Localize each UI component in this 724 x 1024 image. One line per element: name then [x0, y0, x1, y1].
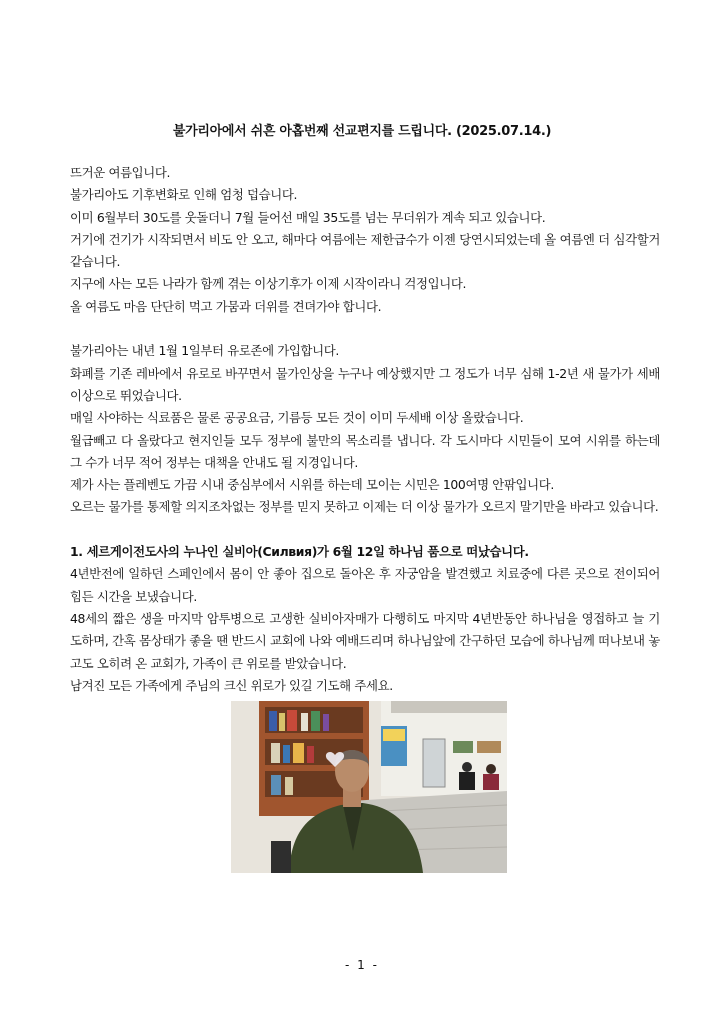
paragraph-spacer: [70, 318, 660, 340]
paragraph: 이미 6월부터 30도를 웃돌더니 7월 들어선 매일 35도를 넘는 무더위가 계속 되고 있습니다.: [70, 209, 546, 225]
letter-title: 불가리아에서 쉬흔 아홉번째 선교편지를 드립니다. (2025.07.14.): [172, 124, 552, 139]
paragraph: 매일 사야하는 식료품은 물론 공공요금, 기름등 모든 것이 이미 두세배 이상 올랐습니다.: [70, 410, 524, 426]
paragraph: 오르는 물가를 통제할 의지조차없는 정부를 믿지 못하고 이제는 더 이상 물가가 오르지 말기만을 바라고 있습니다.: [70, 499, 659, 515]
paragraph: 48세의 짧은 생을 마지막 암투병으로 고생한 실비아자매가 다행히도 마지막 4년반동안 하나님을 영접하고 늘 기도하며, 간혹 몸상태가 좋을 땐 반드시 교회에 나와 예배드리며 하나님앞에 간구하던 모습에 하나님께 떠나보내 놓고도 오히려 온 교회가, 가족이 큰 위로를 받았습니다.: [70, 610, 660, 671]
paragraph: 남겨진 모든 가족에게 주님의 크신 위로가 있길 기도해 주세요.: [70, 677, 393, 693]
paragraph: 지구에 사는 모든 나라가 함께 겪는 이상기후가 이제 시작이라니 걱정입니다.: [70, 276, 467, 292]
letter-body: [70, 162, 660, 697]
paragraph: 올 여름도 마음 단단히 먹고 가뭄과 더위를 견뎌가야 합니다.: [70, 298, 382, 314]
memorial-photo: [231, 701, 507, 873]
paragraph: 뜨거운 여름입니다.: [70, 165, 171, 180]
page-number: - 1 -: [345, 958, 379, 972]
paragraph: 거기에 건기가 시작되면서 비도 안 오고, 해마다 여름에는 제한급수가 이젠 당연시되었는데 올 여름엔 더 심각할거 같습니다.: [70, 231, 660, 270]
paragraph: 불가리아는 내년 1월 1일부터 유로존에 가입합니다.: [70, 343, 339, 359]
paragraph: 제가 사는 플레벤도 가끔 시내 중심부에서 시위를 하는데 모이는 시민은 100여명 안팎입니다.: [70, 477, 554, 493]
paragraph-spacer: [70, 519, 660, 541]
paragraph: 불가리아도 기후변화로 인해 엄청 덥습니다.: [70, 187, 298, 203]
section-heading: 1. 세르게이전도사의 누나인 실비아(Силвия)가 6월 12일 하나님 품으로 떠났습니다.: [70, 544, 529, 560]
paragraph: 월급빼고 다 올랐다고 현지인들 모두 정부에 불만의 목소리를 냅니다. 각 도시마다 시민들이 모여 시위를 하는데 그 수가 너무 적어 정부는 대책을 안내도 될 지경입니다.: [70, 432, 660, 470]
paragraph: 4년반전에 일하던 스페인에서 몸이 안 좋아 집으로 돌아온 후 자궁암을 발견했고 치료중에 다른 곳으로 전이되어 힘든 시간을 보냈습니다.: [70, 566, 660, 604]
paragraph: 화폐를 기존 레바에서 유로로 바꾸면서 물가인상을 누구나 예상했지만 그 정도가 너무 심해 1-2년 새 물가가 세배이상으로 뛰었습니다.: [70, 365, 660, 403]
